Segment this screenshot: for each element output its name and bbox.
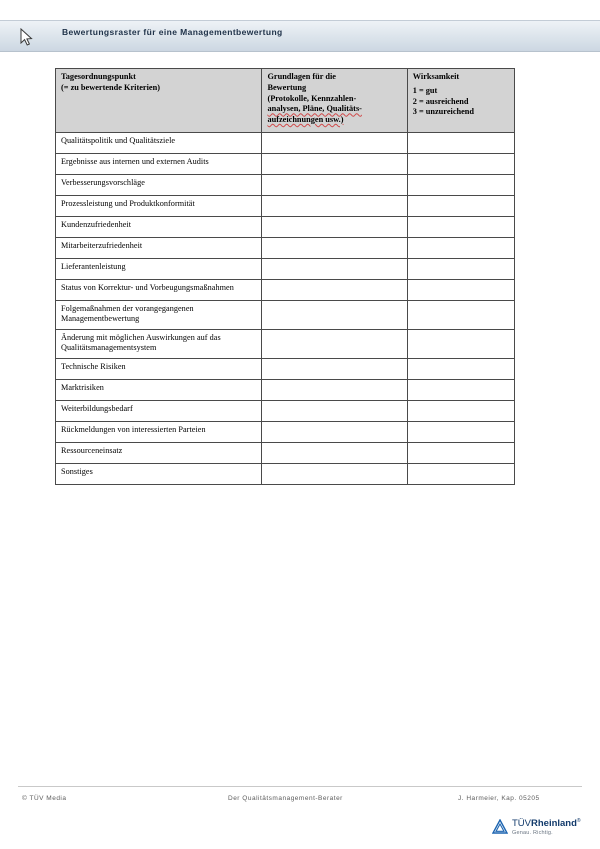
basis-input-cell[interactable]	[262, 195, 407, 216]
basis-input-cell[interactable]	[262, 400, 407, 421]
logo-wordmark	[512, 818, 581, 829]
table-row	[56, 400, 515, 421]
effectiveness-input-cell[interactable]	[407, 153, 514, 174]
column-header-basis-title: Grundlagen für die	[267, 72, 336, 81]
criteria-label: Verbesserungsvorschläge	[56, 174, 262, 195]
effectiveness-input-cell[interactable]	[407, 279, 514, 300]
footer-publication: Der Qualitätsmanagement-Berater	[228, 795, 343, 802]
criteria-label: Ressourceneinsatz	[56, 442, 262, 463]
table-row	[56, 174, 515, 195]
logo-rheinland: Rheinland	[531, 818, 577, 830]
page-title: Bewertungsraster für eine Managementbewertung	[62, 27, 283, 37]
effectiveness-input-cell[interactable]	[407, 463, 514, 484]
basis-input-cell[interactable]	[262, 216, 407, 237]
criteria-label: Rückmeldungen von interessierten Parteien	[56, 421, 262, 442]
footer-copyright: © TÜV Media	[22, 795, 67, 802]
criteria-label: Marktrisiken	[56, 379, 262, 400]
basis-input-cell[interactable]	[262, 174, 407, 195]
effectiveness-input-cell[interactable]	[407, 400, 514, 421]
criteria-label: Qualitätspolitik und Qualitätsziele	[56, 132, 262, 153]
criteria-label: Änderung mit möglichen Auswirkungen auf das Qualitätsmanagementsystem	[56, 329, 262, 358]
effectiveness-input-cell[interactable]	[407, 421, 514, 442]
column-header-criteria-title: Tagesordnungspunkt	[61, 72, 136, 81]
effectiveness-input-cell[interactable]	[407, 379, 514, 400]
logo-tuv: TÜV	[512, 818, 531, 830]
effectiveness-input-cell[interactable]	[407, 300, 514, 329]
table-row	[56, 153, 515, 174]
table-row	[56, 216, 515, 237]
criteria-label: Ergebnisse aus internen und externen Audits	[56, 153, 262, 174]
column-header-effectiveness	[407, 69, 514, 133]
criteria-label: Status von Korrektur- und Vorbeugungsmaßnahmen	[56, 279, 262, 300]
criteria-label: Lieferantenleistung	[56, 258, 262, 279]
basis-input-cell[interactable]	[262, 442, 407, 463]
table-row	[56, 300, 515, 329]
table-row	[56, 237, 515, 258]
criteria-label: Kundenzufriedenheit	[56, 216, 262, 237]
table-row	[56, 358, 515, 379]
criteria-label: Sonstiges	[56, 463, 262, 484]
logo-registered-mark: ®	[576, 818, 581, 824]
effectiveness-input-cell[interactable]	[407, 358, 514, 379]
basis-input-cell[interactable]	[262, 258, 407, 279]
basis-input-cell[interactable]	[262, 463, 407, 484]
effectiveness-input-cell[interactable]	[407, 195, 514, 216]
effectiveness-input-cell[interactable]	[407, 174, 514, 195]
basis-input-cell[interactable]	[262, 237, 407, 258]
effectiveness-input-cell[interactable]	[407, 132, 514, 153]
criteria-label: Technische Risiken	[56, 358, 262, 379]
footer-divider	[18, 786, 582, 787]
effectiveness-input-cell[interactable]	[407, 329, 514, 358]
basis-input-cell[interactable]	[262, 358, 407, 379]
table-row	[56, 132, 515, 153]
column-header-criteria-subtitle: (= zu bewertende Kriterien)	[61, 82, 160, 92]
basis-input-cell[interactable]	[262, 132, 407, 153]
table-body	[56, 132, 515, 484]
column-header-basis-note3: aufzeichnungen usw.)	[267, 115, 344, 125]
table-row	[56, 463, 515, 484]
footer-reference: J. Harmeier, Kap. 05205	[458, 795, 540, 802]
basis-input-cell[interactable]	[262, 329, 407, 358]
table-row	[56, 195, 515, 216]
basis-input-cell[interactable]	[262, 379, 407, 400]
criteria-label: Folgemaßnahmen der vorangegangenen Managementbewertung	[56, 300, 262, 329]
column-header-basis-note2: analysen, Pläne, Qualitäts-	[267, 104, 362, 114]
table-row	[56, 442, 515, 463]
scale-item-1: 1 = gut	[412, 85, 438, 95]
scale-item-2: 2 = ausreichend	[412, 96, 469, 106]
basis-input-cell[interactable]	[262, 279, 407, 300]
column-header-basis-note1: (Protokolle, Kennzahlen-	[267, 93, 357, 103]
table-row	[56, 421, 515, 442]
tuv-rheinland-logo	[492, 818, 588, 842]
basis-input-cell[interactable]	[262, 153, 407, 174]
table-row	[56, 279, 515, 300]
column-header-criteria	[56, 69, 262, 133]
scale-item-3: 3 = unzureichend	[412, 107, 475, 117]
column-header-basis	[262, 69, 407, 133]
table-row	[56, 258, 515, 279]
effectiveness-input-cell[interactable]	[407, 237, 514, 258]
basis-input-cell[interactable]	[262, 300, 407, 329]
column-header-basis-title2: Bewertung	[267, 82, 307, 92]
effectiveness-input-cell[interactable]	[407, 258, 514, 279]
mouse-pointer-icon	[20, 28, 34, 46]
column-header-effectiveness-title: Wirksamkeit	[412, 72, 460, 81]
tuv-rheinland-mark-icon	[492, 819, 508, 835]
table-row	[56, 329, 515, 358]
table-row	[56, 379, 515, 400]
evaluation-table	[55, 68, 515, 485]
criteria-label: Mitarbeiterzufriedenheit	[56, 237, 262, 258]
effectiveness-input-cell[interactable]	[407, 442, 514, 463]
criteria-label: Weiterbildungsbedarf	[56, 400, 262, 421]
basis-input-cell[interactable]	[262, 421, 407, 442]
criteria-label: Prozessleistung und Produktkonformität	[56, 195, 262, 216]
table-header-row	[56, 69, 515, 133]
effectiveness-input-cell[interactable]	[407, 216, 514, 237]
logo-tagline: Genau. Richtig.	[512, 830, 553, 836]
